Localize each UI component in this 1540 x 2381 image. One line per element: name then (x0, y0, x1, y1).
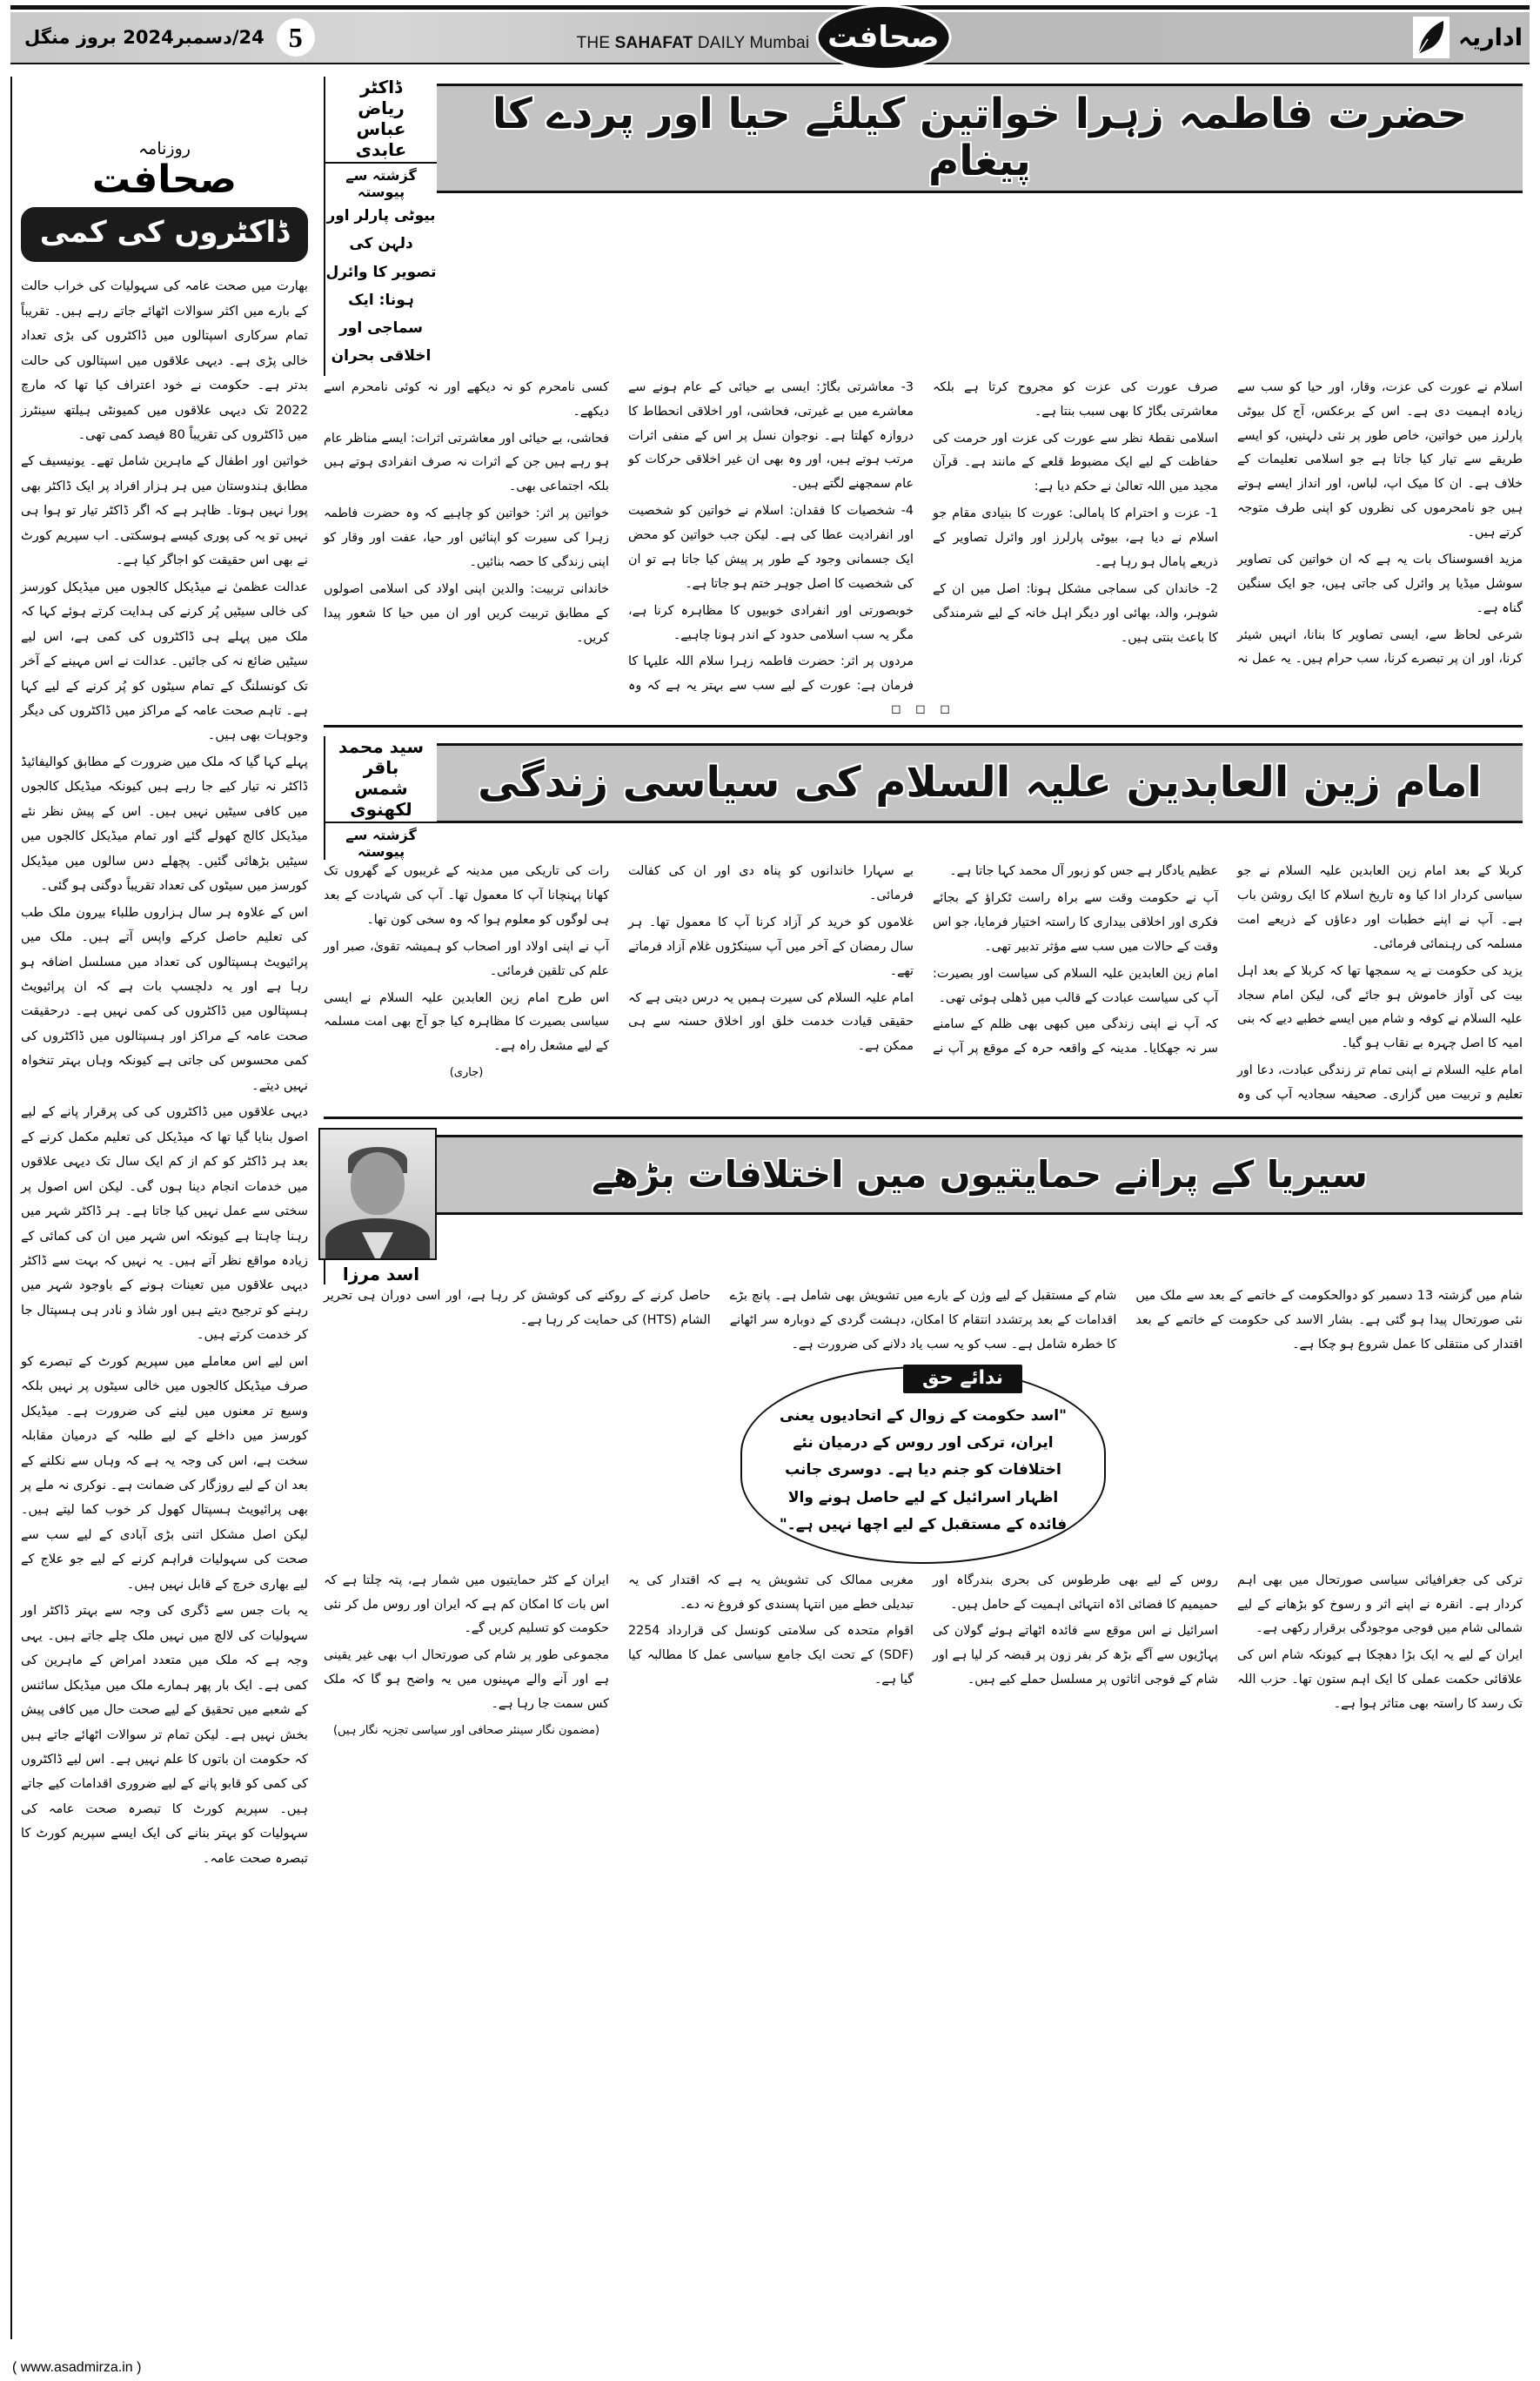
article2-paragraph: کہ آپ نے اپنی زندگی میں کبھی بھی ظلم کے سامنے سر نہ جھکایا۔ مدینہ کے واقعہ حرہ کے موقع پر آپ نے بے سہارا خاندانوں کو پناہ دی اور ان کی کفالت فرمائی۔ (628, 864, 1218, 1056)
article3-headline-wrap (437, 1128, 1523, 1284)
article3-paragraph: اسرائیل نے اس موقع سے فائدہ اٹھاتے ہوئے گولان کی پہاڑیوں سے آگے بڑھ کر بفر زون پر قبضہ کر لیا ہے اور شام کے فوجی اثاثوں پر مسلسل حملے کیے ہیں۔ (933, 1624, 1218, 1687)
article3-paragraph: ایران کے کٹر حمایتیوں میں شمار ہے، پتہ چلتا ہے کہ اس بات کا امکان کم ہے کہ ایران اور روس مل کر نئی حکومت کو تسلیم کریں گے۔ (324, 1573, 609, 1636)
main-articles-column (317, 77, 1530, 2339)
article1-paragraph: مزید افسوسناک بات یہ ہے کہ ان خواتین کی تصاویر سوشل میڈیا پر وائرل کی جاتی ہیں، جو ایک سنگین گناہ ہے۔ (1237, 552, 1523, 615)
publication-date: 24/دسمبر2024 بروز منگل (24, 27, 264, 48)
editorial-paragraph: پہلے کہا گیا کہ ملک میں ضرورت کے مطابق کوالیفائیڈ ڈاکٹر نہ تیار کیے جا رہے ہیں کیونکہ میڈیکل کالجوں میں کافی سیٹیں نہیں ہیں۔ اس کے پیش نظر نئے میڈیکل کالج کھولے گئے اور تمام میڈیکل کالجوں میں سیٹیں بڑھائی گئیں۔ پچھلے دس سالوں میں میڈیکل کورسز میں سیٹوں کی تعداد تقریباً دوگنی ہو گئی۔ (21, 754, 308, 894)
masthead-bar (10, 12, 1530, 63)
article3-headline: سیریا کے پرانے حمایتیوں میں اختلافات بڑھے (592, 1153, 1368, 1197)
article3-author-box (325, 1128, 437, 1284)
article1-byline (325, 77, 437, 371)
article1-continued: گزشتہ سے پیوستہ (345, 167, 417, 200)
article3-paragraph: ایران کے لیے یہ ایک بڑا دھچکا ہے کیونکہ شام اس کی علاقائی حکمت عملی کا ایک اہم ستون تھا۔ حزب اللہ تک رسد کا راستہ بھی متاثر ہوا ہے۔ (1237, 1648, 1523, 1712)
section-label: اداریہ (1458, 23, 1523, 51)
page-number: 5 (277, 18, 315, 57)
article2-paragraph: آپ نے اپنی اولاد اور اصحاب کو ہمیشہ تقویٰ، صبر اور علم کی تلقین فرمائی۔ (324, 939, 609, 978)
article2-paragraph: آپ نے حکومت وقت سے براہ راست ٹکراؤ کے بجائے فکری اور اخلاقی بیداری کا راستہ اختیار فرمایا، جو اس وقت کے حالات میں سب سے مؤثر تدبیر تھی۔ (933, 891, 1218, 954)
article2-paragraph: امام علیہ السلام نے اپنی تمام تر زندگی عبادت، دعا اور تعلیم و تربیت میں گزاری۔ صحیفہ سجادیہ آپ کی وہ عظیم یادگار ہے جس کو زبور آل محمد کہا جاتا ہے۔ (949, 864, 1523, 1103)
editorial-kicker: روزنامہ (138, 139, 191, 158)
article2-headline: امام زین العابدین علیہ السلام کی سیاسی زندگی (478, 758, 1482, 808)
article1-paragraph: اسلامی نقطۂ نظر سے عورت کی عزت اور حرمت کی حفاظت کے لیے ایک مضبوط قلعے کے مانند ہے۔ قرآن مجید میں اللہ تعالیٰ نے حکم دیا ہے: (933, 431, 1218, 494)
article3-author-block (324, 1128, 437, 1284)
article2-headline-wrap (437, 736, 1523, 860)
article2-paragraph: اس طرح امام زین العابدین علیہ السلام نے ایسی سیاسی بصیرت کا مظاہرہ کیا جو آج بھی امت مسلمہ کے لیے مشعل راہ ہے۔ (324, 990, 609, 1054)
article3-head-row (324, 1128, 1523, 1284)
editorial-paragraph: یہ بات جس سے ڈگری کی وجہ سے بہتر ڈاکٹر اور سہولیات کی لالچ میں نہیں ملک چلے جاتے ہیں۔ یہی وجہ ہے کہ ملک میں متعدد امراض کے ماہرین کی کمی ہے۔ ایک بار پھر ہمارے ملک میں میڈیکل سائنس کے شعبے میں تحقیق کے لیے صحت حال میں کافی پیش بخش نہیں ہے۔ لیکن تمام تر سوالات اٹھائے جاتے ہیں کہ حکومت ان باتوں کا علم نہیں ہے۔ اس لیے ڈاکٹروں کی کمی کو قابو پانے کے لیے ضروری اقدامات کیے جاتے ہیں۔ سپریم کورٹ کا تبصرہ صحت عامہ کی سہولیات کو بہتر بنانے کی ایک ایسے سپریم کورٹ کا تبصرہ صحت عامہ۔ (21, 1603, 308, 1866)
article2-byline (325, 736, 437, 860)
article1-deck: بیوٹی پارلر اور دلہن کی تصویر کا وائرل ہونا: ایک سماجی اور اخلاقی بحران (325, 207, 437, 366)
newspaper-page (0, 5, 1540, 2381)
article3-paragraph: شام کے مستقبل کے لیے وژن کے بارے میں تشویش بھی شامل ہے۔ پانچ بڑے اقدامات کے بعد پرتشدد انتقام کا امکان، دہشت گردی کے دوبارہ سر اٹھانے کا خطرہ شامل ہے۔ سب کو یہ سب یاد دلانے کی ضرورت ہے۔ (729, 1288, 1117, 1351)
editorial-paragraph: عدالت عظمیٰ نے میڈیکل کالجوں میں میڈیکل کورسز کی خالی سیٹیں پُر کرنے کی ہدایت کرتے ہوئے کہا کہ ملک میں پہلے ہی ڈاکٹروں کی کمی ہے، اس لیے سیٹیں ضائع نہ کی جائیں۔ عدالت نے اس مہینے کے آخر تک کونسلنگ کے تمام سیٹوں کو پُر کرنے کے لیے کہا ہے۔ تاہم صحت عامہ کے مراکز میں ڈاکٹروں کی دیگر وجوہات بھی ہیں۔ (21, 579, 308, 743)
article1-paragraph: خوبصورتی اور انفرادی خوبیوں کا مظاہرہ کرنا ہے، مگر یہ سب اسلامی حدود کے اندر ہونا چاہیے۔ (628, 603, 914, 642)
article1-body (324, 376, 1523, 699)
editorial-paragraph: خواتین اور اطفال کے ماہرین شامل تھے۔ یونیسیف کے مطابق ہندوستان میں ہر ہزار افراد پر ایک ڈاکٹر بھی پورا نہیں ہوتا۔ ظاہر ہے کہ اگر ڈاکٹر تیار تو ہوا ہی نہیں تو یہ کی پوری کیسے ہوسکتی۔ اب سپریم کورٹ نے بھی اس حقیقت کو اجاگر کیا ہے۔ (21, 453, 308, 568)
pull-quote-text: "اسد حکومت کے زوال کے اتحادیوں یعنی ایران، ترکی اور روس کے درمیان نئے اختلافات کو جنم دیا ہے۔ دوسری جانب اظہار اسرائیل کے لیے حاصل ہونے والا فائدہ کے مستقبل کے لیے اچھا نہیں ہے۔" (740, 1366, 1106, 1564)
article3-paragraph: ترکی کی جغرافیائی سیاسی صورتحال میں بھی اہم کردار ہے۔ انقرہ نے اپنے اثر و رسوخ کو بڑھانے کے لیے شمالی شام میں فوجی موجودگی برقرار رکھی ہے۔ (1237, 1573, 1523, 1636)
masthead-english-prefix: THE (576, 34, 615, 52)
article-fatima-zahra (324, 77, 1523, 728)
article2-paragraph: امام علیہ السلام کی سیرت ہمیں یہ درس دیتی ہے کہ حقیقی قیادت خدمت خلق اور اخلاق حسنہ سے ہی ممکن ہے۔ (628, 990, 914, 1054)
article1-paragraph: اسلام نے عورت کی عزت، وقار، اور حیا کو سب سے زیادہ اہمیت دی ہے۔ اس کے برعکس، آج کل بیوٹی پارلرز میں خواتین، خاص طور پر نئی دلہنیں، کو ایسے طریقے سے تیار کیا جاتا ہے جو اسلامی تعلیمات کے خلاف ہے۔ ان کا میک اپ، لباس، اور انداز ایسے ہوتے ہیں جو نامحرموں کی نظروں کو اپنی طرف متوجہ کرتے ہیں۔ (1237, 379, 1523, 540)
article1-paragraph: مردوں پر اثر: حضرت فاطمہ زہرا سلام اللہ علیہا کا فرمان ہے: عورت کے لیے سب سے بہتر یہ ہے کہ وہ کسی نامحرم کو نہ دیکھے اور نہ کوئی نامحرم اسے دیکھے۔ (324, 379, 914, 694)
article1-endmark: ◻ ◻ ◻ (891, 702, 955, 717)
article2-paragraph: یزید کی حکومت نے یہ سمجھا تھا کہ کربلا کے بعد اہل بیت کی آواز خاموش ہو جائے گی، لیکن امام سجاد علیہ السلام نے کوفہ و شام میں ایسے خطبے دیے کہ بنی امیہ کا اصل چہرہ بے نقاب ہو گیا۔ (1237, 963, 1523, 1051)
masthead-english-title (577, 22, 810, 53)
article2-body (324, 860, 1523, 1108)
article3-headline-bar (437, 1135, 1523, 1215)
footer-website-url[interactable]: ( www.asadmirza.in ) (12, 2360, 142, 2375)
masthead-left (10, 12, 315, 63)
article1-paragraph: شرعی لحاظ سے، ایسی تصاویر کا بنانا، انہیں شیئر کرنا، اور ان پر تبصرے کرنا، سب حرام ہیں۔ یہ عمل نہ صرف عورت کی عزت کو مجروح کرتا ہے بلکہ معاشرتی بگاڑ کا بھی سبب بنتا ہے۔ (933, 379, 1523, 667)
editorial-logo: صحافت (91, 158, 238, 202)
article1-paragraph: خواتین پر اثر: خواتین کو چاہیے کہ وہ حضرت فاطمہ زہرا کی سیرت کو اپنائیں اور حیا، عفت اور وقار کو اپنی زندگی کا حصہ بنائیں۔ (324, 506, 609, 569)
sahafat-logo: صحافت (818, 7, 948, 68)
author-portrait (318, 1128, 437, 1260)
editorial-paragraph: اس کے علاوہ ہر سال ہزاروں طلباء بیرون ملک طب کی تعلیم حاصل کرکے واپس آتے ہیں۔ ملک میں پرائیویٹ ہسپتالوں کی تعداد میں مسلسل اضافہ ہو رہا ہے اور یہ دلچسپ بات ہے کہ ان پرائیویٹ ہسپتالوں میں ڈاکٹروں کی کمی نہیں ہے۔ درحقیقت صحت عامہ کے مراکز اور ہسپتالوں میں ڈاکٹروں کی کمی محسوس کی جاتی ہے کیونکہ وہاں بہتر تنخواہ نہیں دیتے۔ (21, 904, 308, 1093)
article2-paragraph: کربلا کے بعد امام زین العابدین علیہ السلام نے جو سیاسی کردار ادا کیا وہ تاریخ اسلام کا ایک روشن باب ہے۔ آپ نے اپنے خطبات اور دعاؤں کے ذریعے امت مسلمہ کی رہنمائی فرمائی۔ (1237, 864, 1523, 951)
editorial-body (21, 274, 308, 1871)
article3-paragraph: مجموعی طور پر شام کی صورتحال اب بھی غیر یقینی ہے اور آنے والے مہینوں میں یہ واضح ہو گا کہ ملک کس سمت جا رہا ہے۔ (324, 1648, 609, 1712)
article1-paragraph: 2- خاندان کی سماجی مشکل ہونا: اصل میں ان کے شوہر، والد، بھائی اور دیگر اہل خانہ کے لیے شرمندگی کا باعث بنتی ہیں۔ (933, 581, 1218, 645)
article2-author: سید محمد باقر شمس لکھنوی (325, 736, 437, 823)
article1-paragraph: 1- عزت و احترام کا پامالی: عورت کا بنیادی مقام جو اسلام نے دیا ہے، بیوٹی پارلرز اور وائرل تصاویر کے ذریعے پامال ہو رہا ہے۔ (933, 506, 1218, 569)
editorial-banner-title: ڈاکٹروں کی کمی (21, 207, 308, 262)
article2-headline-bar (437, 743, 1523, 823)
editorial-paragraph: دیہی علاقوں میں ڈاکٹروں کی کی پرقرار پانے کے لیے اصول بنایا گیا تھا کہ میڈیکل کی تعلیم مکمل کرنے کے بعد ہر ڈاکٹر کو کم از کم ایک سال تک دیہی علاقوں میں خدمات انجام دینا ہوں گی۔ لیکن اس اصول پر سختی سے عمل نہیں کیا جاتا ہے۔ ہر ڈاکٹر شہر میں رہنا چاہتا ہے کیونکہ اس شہر میں ان کی کمائی کے زیادہ مواقع نظر آتے ہیں۔ یہ نہیں کہ بہت سے ڈاکٹر دیہی علاقوں میں تعینات ہونے کے باوجود شہر میں رہنے کو ترجیح دیتے ہیں اور شاذ و نادر ہی ہسپتال جا کر خدمت کرتے ہیں۔ (21, 1104, 308, 1343)
article3-intro (324, 1284, 1523, 1358)
masthead-english-brand: SAHAFAT (614, 34, 693, 52)
article-imam-zainulabideen (324, 736, 1523, 1119)
article3-body (324, 1569, 1523, 1742)
article3-paragraph: حاصل کرنے کے روکنے کی کوشش کر رہا ہے، اور اسی دوران ہی تحریر الشام (HTS) کی حمایت کر رہا ہے۔ (324, 1288, 711, 1327)
article2-byline-block (324, 736, 437, 860)
article1-paragraph: 3- معاشرتی بگاڑ: ایسی بے حیائی کے عام ہونے سے معاشرے میں بے غیرتی، فحاشی، اور اخلاقی انحطاط کا دروازہ کھلتا ہے۔ نوجوان نسل پر اس کے منفی اثرات مرتب ہوتے ہیں، اور وہ بھی ان غیر اخلاقی حرکات کو عام سمجھنے لگتے ہیں۔ (628, 379, 914, 492)
article3-intro-paragraph: شام میں گزشتہ 13 دسمبر کو دوالحکومت کے خاتمے کے بعد سے ملک میں نئی صورتحال پیدا ہو گئی ہے۔ بشار الاسد کی حکومت کے خاتمے کے بعد اقتدار کی منتقلی کا عمل شروع ہو چکا ہے۔ (1135, 1288, 1523, 1351)
article1-head-row (324, 77, 1523, 376)
editorial-paragraph: بھارت میں صحت عامہ کی سہولیات کی خراب حالت کے بارے میں اکثر سوالات اٹھائے جاتے رہے ہیں۔ تقریباً تمام سرکاری اسپتالوں میں ڈاکٹروں کی بڑی تعداد خالی پڑی ہے۔ دیہی علاقوں میں اسپتالوں کی حالت بدتر ہے۔ حکومت نے خود اعتراف کیا تھا کہ مارچ 2022 تک دیہی علاقوں میں کمیونٹی ہیلتھ سینٹرز میں ڈاکٹروں کی تقریباً 80 فیصد کمی تھی۔ (21, 278, 308, 442)
article2-paragraph: امام زین العابدین علیہ السلام کی سیاست اور بصیرت: آپ کی سیاست عبادت کے قالب میں ڈھلی ہوئی تھی۔ (933, 966, 1218, 1005)
article2-continuation-note: (جاری) (449, 1066, 484, 1080)
article-syria (324, 1128, 1523, 1750)
article1-author: ڈاکٹر ریاض عباس عابدی (325, 77, 437, 164)
masthead-right (1413, 12, 1523, 63)
article1-byline-block (324, 77, 437, 376)
quill-pen-icon (1413, 17, 1450, 58)
editorial-paragraph: اس لیے اس معاملے میں سپریم کورٹ کے تبصرے کو صرف میڈیکل کالجوں میں خالی سیٹوں پر نہیں بلکہ وسیع تر معنوں میں لینے کی ضرورت ہے۔ میڈیکل کورسز میں داخلے کے لیے طلبہ کے درمیان مقابلہ سخت ہے، اس کی وجہ یہ ہے کہ وہاں سے نکلنے کے بعد ان کے لیے روزگار کی ضمانت ہے۔ نوکری نہ ملے پر بھی پرائیویٹ ہسپتال کھول کر خوب کما لیتے ہیں۔ لیکن اصل مشکل اتنی بڑی آبادی کے لیے سب سے صحت کی سہولیات فراہم کرنے کے لیے جو علاج کے لیے بھاری خرچ کے قابل نہیں ہیں۔ (21, 1353, 308, 1592)
editorial-header (21, 77, 308, 262)
article3-paragraph: اقوام متحدہ کی سلامتی کونسل کی قرارداد 2254 (SDF) کے تحت ایک جامع سیاسی عمل کا مطالبہ کیا گیا ہے۔ (628, 1624, 914, 1687)
pull-quote-tag: ندائے حق (903, 1365, 1022, 1393)
article2-paragraph: رات کی تاریکی میں مدینہ کے غریبوں کے گھروں تک کھانا پہنچانا آپ کا معمول تھا۔ آپ کی شہادت کے بعد ہی لوگوں کو معلوم ہوا کہ وہ سخی کون تھا۔ (324, 864, 609, 927)
portrait-face (351, 1152, 405, 1215)
article2-paragraph: غلاموں کو خرید کر آزاد کرنا آپ کا معمول تھا۔ ہر سال رمضان کے آخر میں آپ سینکڑوں غلام آزاد فرماتے تھے۔ (628, 915, 914, 978)
article1-headline-bar (437, 84, 1523, 193)
pull-quote (740, 1366, 1106, 1564)
page-body (10, 77, 1530, 2339)
masthead (10, 5, 1530, 71)
article2-continued: گزشتہ سے پیوستہ (345, 827, 417, 861)
article3-author-note: (مضمون نگار سینئر صحافی اور سیاسی تجزیہ نگار ہیں) (332, 1723, 600, 1737)
masthead-english-suffix: DAILY Mumbai (693, 34, 810, 52)
article1-paragraph: 4- شخصیات کا فقدان: اسلام نے خواتین کو شخصیت اور انفرادیت عطا کی ہے۔ لیکن جب خواتین کو محض ایک جسمانی وجود کے طور پر پیش کیا جاتا ہے تو ان کی شخصیت کا اصل جوہر ختم ہو جاتا ہے۔ (628, 504, 914, 591)
article1-paragraph: فحاشی، بے حیائی اور معاشرتی اثرات: ایسے مناظر عام ہو رہے ہیں جن کے اثرات نہ صرف انفرادی ہوتے ہیں بلکہ اجتماعی بھی۔ (323, 431, 609, 494)
editorial-column (10, 77, 317, 2339)
article1-paragraph: خاندانی تربیت: والدین اپنی اولاد کی اسلامی اصولوں کے مطابق تربیت کریں اور ان میں حیا کا شعور پیدا کریں۔ (324, 581, 609, 645)
article3-author-name: اسد مرزا (342, 1263, 420, 1284)
article3-paragraph: مغربی ممالک کی تشویش یہ ہے کہ اقتدار کی یہ تبدیلی خطے میں انتہا پسندی کو فروغ نہ دے۔ (628, 1573, 914, 1612)
article1-headline: حضرت فاطمہ زہرا خواتین کیلئے حیا اور پردے کا پیغام (492, 90, 1468, 185)
masthead-center (577, 7, 949, 68)
article3-paragraph: روس کے لیے بھی طرطوس کی بحری بندرگاہ اور حمیمیم کا فضائی اڈہ انتہائی اہمیت کے حامل ہیں۔ (933, 1573, 1218, 1612)
article2-head-row (324, 736, 1523, 860)
article1-headline-wrap (437, 77, 1523, 376)
